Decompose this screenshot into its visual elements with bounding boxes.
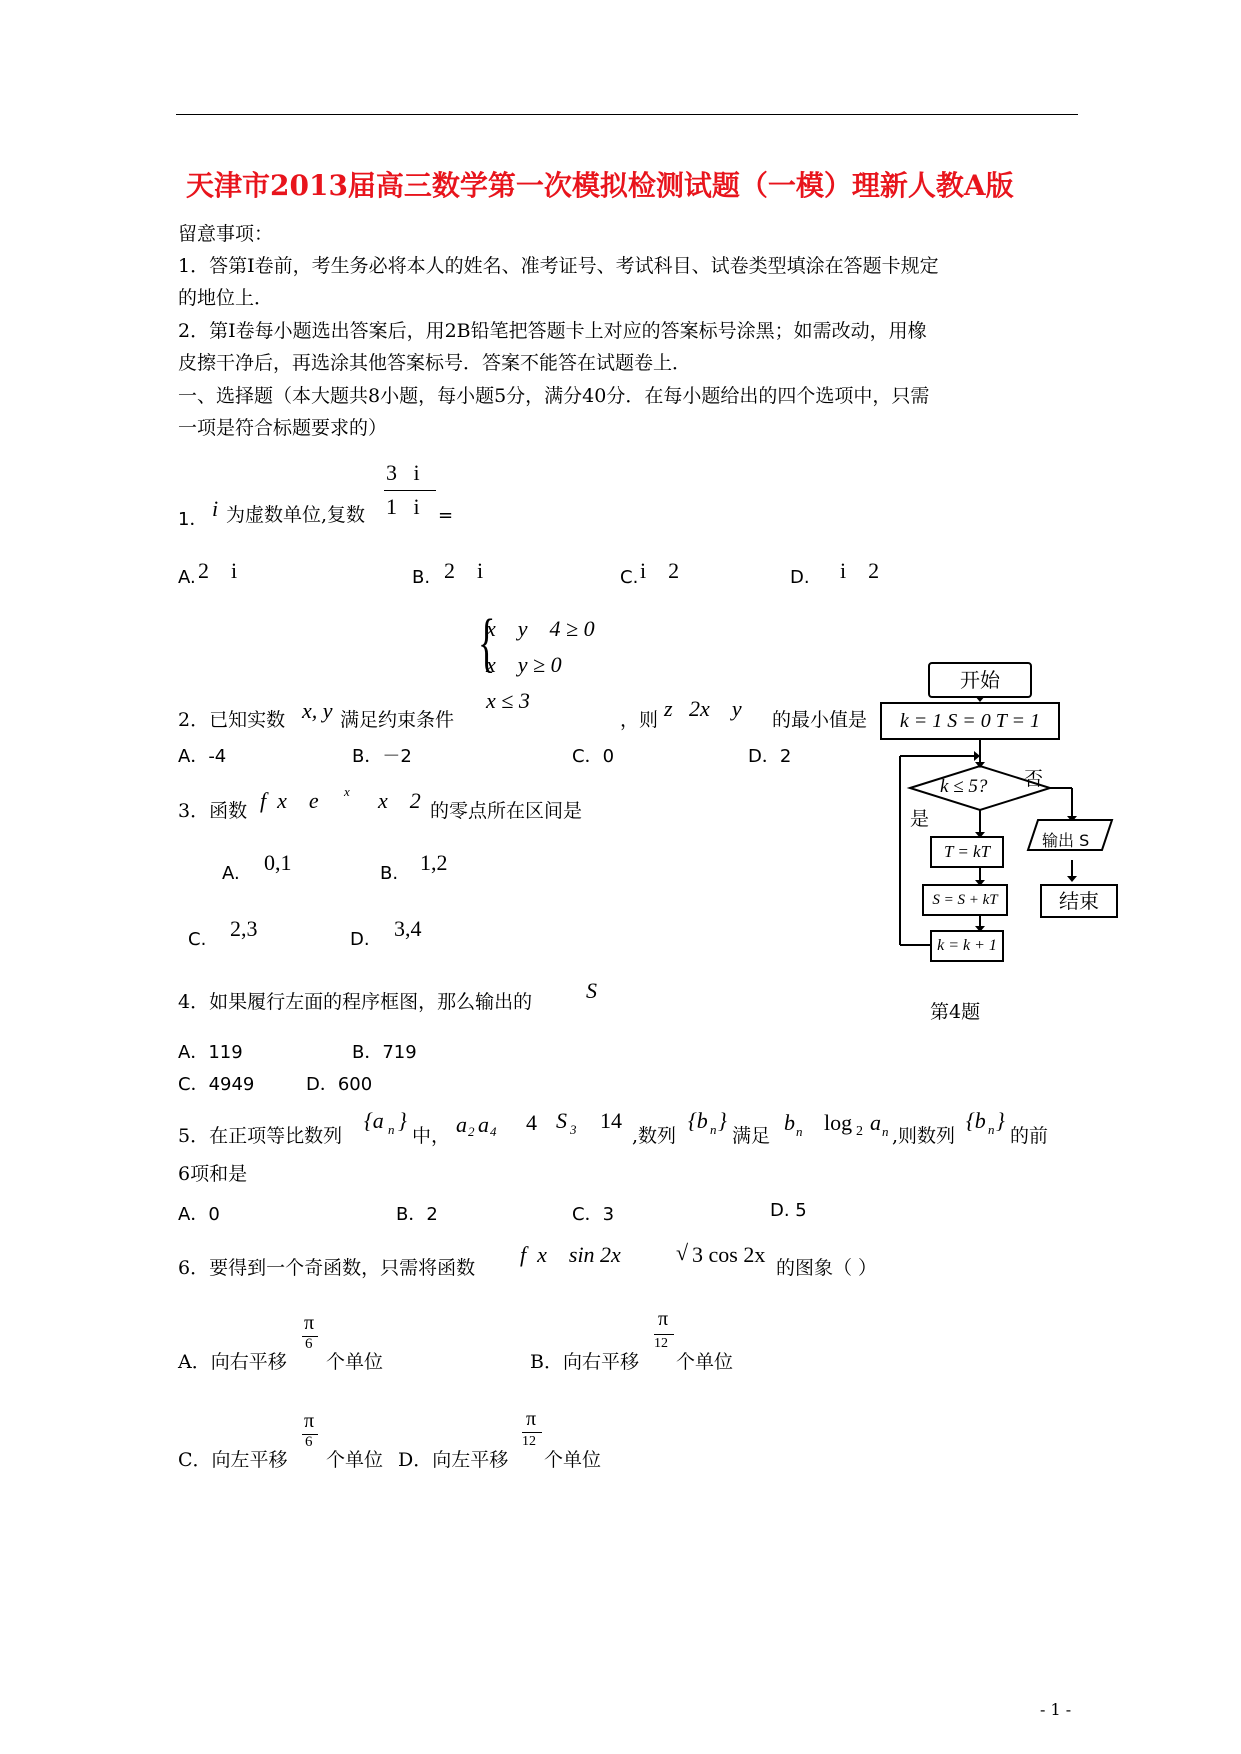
- q1-option-c-label: C.: [620, 567, 639, 588]
- q3-option-d-label: D.: [350, 929, 370, 950]
- q5-a2-sub: 2: [468, 1124, 475, 1139]
- page-number: - 1 -: [1040, 1700, 1072, 1719]
- q3-option-b-label: B.: [380, 863, 399, 884]
- q2-option-d: D．2: [748, 746, 792, 767]
- q5-seq-b2-sub: n: [988, 1122, 995, 1137]
- q1-option-b-value: 2 i: [444, 558, 484, 583]
- q2-text: 满足约束条件: [340, 709, 455, 731]
- q5-sum-value: 14: [600, 1108, 622, 1133]
- notice-heading: 留意事项：: [178, 223, 274, 245]
- q6-option-d-unit: 个单位: [544, 1449, 602, 1471]
- section-1-line-1: 一、选择题（本大题共8小题，每小题5分，满分40分．在每小题给出的四个选项中，只需: [178, 385, 930, 407]
- q5-option-a: A．0: [178, 1204, 220, 1225]
- q6-option-d-text: D．向左平移: [398, 1449, 509, 1471]
- q6-option-c-text: C．向左平移: [178, 1449, 288, 1471]
- q5-text-2: ,数列: [632, 1125, 677, 1147]
- q6-suffix: 的图象（ ）: [776, 1257, 878, 1279]
- q5-text-1: 中，: [412, 1125, 451, 1147]
- q5-seq-b2: {b: [966, 1108, 986, 1133]
- q1-option-c-value: i 2: [640, 558, 680, 583]
- q5-line-2: 6项和是: [178, 1163, 248, 1185]
- q2-option-c: C．0: [572, 746, 615, 767]
- q6-prefix: 6．要得到一个奇函数，只需将函数: [178, 1257, 476, 1279]
- q5-bn: b: [784, 1110, 795, 1135]
- flowchart-start: 开始: [928, 662, 1032, 698]
- q6-option-a-text: A．向右平移: [178, 1351, 287, 1373]
- q5-seq-b-sub: n: [710, 1122, 717, 1137]
- flowchart-yes-label: 是: [910, 808, 930, 830]
- q5-bn-sub: n: [796, 1124, 803, 1139]
- q5-option-b: B．2: [396, 1204, 438, 1225]
- notice-item-2-line-2: 皮擦干净后，再选涂其他答案标号．答案不能答在试题卷上．: [178, 352, 692, 374]
- flowchart-caption: 第4题: [930, 1001, 981, 1023]
- q2-constraint-2: x y ≥ 0: [486, 652, 562, 677]
- q1-fraction-bar: [384, 490, 436, 491]
- q1-fraction-numerator: 3 i: [386, 460, 420, 485]
- q5-seq-b: {b: [688, 1108, 708, 1133]
- q2-z-expression: z 2x y: [664, 696, 742, 721]
- q3-option-c-value: 2,3: [230, 916, 258, 941]
- q2-brace: {: [478, 606, 496, 679]
- q5-seq-a-close: }: [398, 1108, 407, 1133]
- flowchart-output: 输出 S: [1042, 831, 1090, 850]
- q4-var-s: S: [586, 978, 597, 1003]
- q3-text: 的零点所在区间是: [430, 800, 583, 822]
- q6-option-b-text: B．向右平移: [530, 1351, 639, 1373]
- q6-option-c-pi: π: [304, 1410, 315, 1432]
- q4-option-d: D．600: [306, 1074, 373, 1095]
- q2-option-a: A．-4: [178, 746, 227, 767]
- flowchart-end: 结束: [1040, 884, 1118, 918]
- section-1-line-2: 一项是符合标题要求的）: [178, 417, 388, 439]
- q3-function-tail: x 2: [378, 788, 421, 813]
- q5-seq-b2-close: }: [996, 1108, 1005, 1133]
- q2-option-b: B．－2: [352, 746, 412, 767]
- q6-option-c-den: 6: [305, 1434, 313, 1450]
- notice-item-1-line-2: 的地位上．: [178, 287, 274, 309]
- q5-option-d: D. 5: [770, 1200, 807, 1221]
- q5-seq-a-sub: n: [388, 1122, 395, 1137]
- notice-item-2-line-1: 2．第Ⅰ卷每小题选出答案后，用2B铅笔把答题卡上对应的答案标号涂黑；如需改动，用橡: [178, 320, 927, 342]
- q1-option-d-label: D.: [790, 567, 810, 588]
- q6-option-c-unit: 个单位: [326, 1449, 384, 1471]
- q5-product-value: 4: [526, 1110, 537, 1135]
- flowchart-step-k: k = k + 1: [930, 930, 1004, 962]
- q3-option-a-value: 0,1: [264, 850, 292, 875]
- q3-option-c-label: C.: [188, 929, 207, 950]
- q5-log: log: [824, 1110, 853, 1135]
- q6-option-d-fraction-bar: [522, 1432, 542, 1433]
- q3-option-a-label: A.: [222, 863, 240, 884]
- q5-prefix: 5．在正项等比数列: [178, 1125, 343, 1147]
- q1-text: 为虚数单位,复数: [226, 504, 366, 526]
- q6-function: f x sin 2x: [520, 1242, 621, 1267]
- q4-option-c: C．4949: [178, 1074, 255, 1095]
- q6-sqrt-cos: 3 cos 2x: [692, 1242, 766, 1267]
- header-rule: [176, 114, 1078, 115]
- q2-constraint-3: x ≤ 3: [486, 688, 530, 713]
- q6-option-b-fraction-bar: [654, 1334, 674, 1335]
- q3-exponent: x: [344, 784, 350, 799]
- q3-function: f x e: [260, 788, 319, 813]
- q6-option-a-pi: π: [304, 1312, 315, 1334]
- flowchart-step-t: T = kT: [930, 836, 1004, 868]
- notice-item-1-line-1: 1．答第Ⅰ卷前，考生务必将本人的姓名、准考证号、考试科目、试卷类型填涂在答题卡规定: [178, 255, 939, 277]
- q5-s3: S: [556, 1108, 567, 1133]
- q1-option-a-value: 2 i: [198, 558, 238, 583]
- q6-option-b-pi: π: [658, 1308, 669, 1330]
- q5-a4: a: [478, 1112, 489, 1137]
- q1-equals: =: [438, 505, 454, 526]
- q6-option-b-den: 12: [654, 1336, 668, 1351]
- q1-fraction-denominator: 1 i: [386, 494, 420, 519]
- q5-text-3: 满足: [732, 1125, 771, 1147]
- flowchart-no-label: 否: [1024, 768, 1044, 790]
- q5-seq-a: {a: [364, 1108, 384, 1133]
- q1-var-i: i: [212, 496, 219, 521]
- q6-option-d-den: 12: [522, 1434, 536, 1449]
- q2-vars: x, y: [302, 698, 333, 723]
- q3-option-b-value: 1,2: [420, 850, 448, 875]
- q6-sqrt-sign: √: [676, 1240, 689, 1265]
- page-title: 天津市2013届高三数学第一次模拟检测试题（一模）理新人教A版: [186, 169, 1014, 202]
- q6-option-d-pi: π: [526, 1408, 537, 1430]
- flowchart-condition: k ≤ 5?: [940, 776, 988, 797]
- q5-an: a: [870, 1110, 881, 1135]
- q4-option-b: B．719: [352, 1042, 417, 1063]
- flowchart-init: k = 1 S = 0 T = 1: [880, 702, 1060, 740]
- q5-log-base: 2: [856, 1124, 863, 1139]
- q1-option-d-value: i 2: [840, 558, 880, 583]
- q1-number: 1．: [178, 509, 208, 530]
- q1-option-a-label: A.: [178, 567, 196, 588]
- q6-option-a-den: 6: [305, 1336, 313, 1352]
- q2-prefix: 2．已知实数: [178, 709, 286, 731]
- q2-then: ，则: [620, 709, 659, 731]
- q4-text: 4．如果履行左面的程序框图，那么输出的: [178, 991, 533, 1013]
- q5-text-5: 的前: [1010, 1125, 1049, 1147]
- q5-text-4: ,则数列: [892, 1125, 956, 1147]
- flowchart-step-s: S = S + kT: [922, 884, 1008, 916]
- q3-option-d-value: 3,4: [394, 916, 422, 941]
- q1-option-b-label: B.: [412, 567, 431, 588]
- q6-option-b-unit: 个单位: [676, 1351, 734, 1373]
- q5-an-sub: n: [882, 1124, 889, 1139]
- q5-s3-sub: 3: [570, 1122, 577, 1137]
- q2-question: 的最小值是: [772, 709, 868, 731]
- q2-constraint-1: x y 4 ≥ 0: [486, 616, 595, 641]
- q5-a4-sub: 4: [490, 1124, 497, 1139]
- q6-option-a-unit: 个单位: [326, 1351, 384, 1373]
- q5-seq-b-close: }: [718, 1108, 727, 1133]
- q3-prefix: 3．函数: [178, 800, 248, 822]
- q5-a2: a: [456, 1112, 467, 1137]
- q5-option-c: C．3: [572, 1204, 615, 1225]
- q4-option-a: A．119: [178, 1042, 243, 1063]
